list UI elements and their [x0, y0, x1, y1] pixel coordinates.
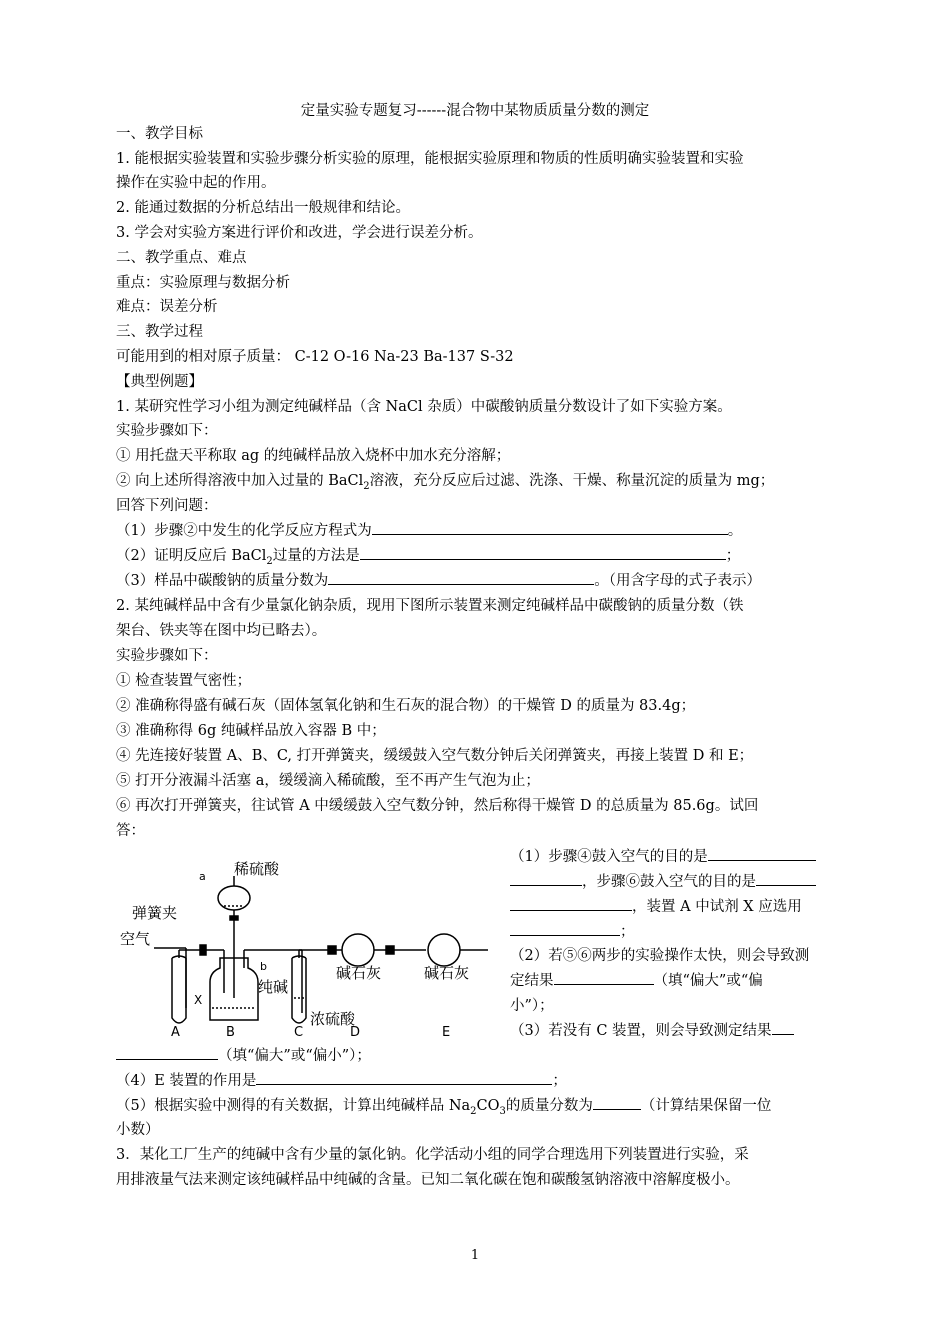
label-soda: 纯碱 — [258, 978, 289, 996]
section-heading: 一、教学目标 — [116, 126, 203, 142]
label-dilute-acid: 稀硫酸 — [234, 860, 280, 878]
q2-step-1: ① 检查装置气密性； — [116, 673, 252, 689]
q1-step-2: ② 向上述所得溶液中加入过量的 BaCl$_2$溶液，充分反应后过滤、洗涤、干燥、称量沉淀的质量为 mg； — [116, 473, 775, 492]
label-D: D — [350, 1025, 361, 1038]
q2-sub-4: （4）E 装置的作用是 ； — [116, 1070, 840, 1092]
answer-blank[interactable] — [756, 871, 816, 886]
section-heading: 二、教学重点、难点 — [116, 250, 247, 266]
question-2a: 2. 某纯碱样品中含有少量氯化钠杂质，现用下图所示装置来测定纯碱样品中碳酸钠的质量分数（铁 — [116, 598, 744, 614]
q2-sub-1d: ； — [510, 921, 840, 943]
question-3a: 3．某化工厂生产的纯碱中含有少量的氯化钠。化学活动小组的同学合理选用下列装置进行实验，采 — [116, 1147, 749, 1163]
q2-sub-5a: （5）根据实验中测得的有关数据，计算出纯碱样品 $Na_2CO_3$的质量分数为 （计算结果保留一位 — [116, 1095, 840, 1123]
q2-sub-1b: ，步骤⑥鼓入空气的目的是 — [510, 871, 840, 893]
question-3b: 用排液量气法来测定该纯碱样品中纯碱的含量。已知二氧化碳在饱和碳酸氢钠溶液中溶解度极小。 — [116, 1172, 740, 1188]
q1-sub-2: （2）证明反应后 BaCl$_2$过量的方法是 ； — [116, 545, 840, 573]
label-clip: 弹簧夹 — [132, 904, 178, 922]
goal-1a: 1. 能根据实验装置和实验步骤分析实验的原理，能根据实验原理和物质的性质明确实验装置和实验 — [116, 151, 744, 167]
q2-step-6a: ⑥ 再次打开弹簧夹，往试管 A 中缓缓鼓入空气数分钟，然后称得干燥管 D 的总质量为 85.6g。试回 — [116, 798, 759, 814]
label-soda-lime-e: 碱石灰 — [424, 964, 470, 982]
answer-blank[interactable] — [256, 1070, 552, 1085]
q2-sub-1c: ，装置 A 中试剂 X 应选用 — [510, 896, 840, 918]
goal-3: 3. 学会对实验方案进行评价和改进，学会进行误差分析。 — [116, 225, 483, 241]
answer-blank[interactable] — [554, 970, 654, 985]
q2-sub-3b: （填“偏大”或“偏小”）； — [116, 1045, 840, 1067]
q2-sub-1a: （1）步骤④鼓入空气的目的是 — [510, 846, 840, 868]
q2-sub-2a: （2）若⑤⑥两步的实验操作太快，则会导致测 — [510, 948, 810, 964]
label-b: b — [260, 960, 267, 973]
label-A: A — [171, 1025, 180, 1038]
q1-sub-3: （3）样品中碳酸钠的质量分数为 。（用含字母的式子表示） — [116, 570, 840, 592]
q1-sub-1: （1）步骤②中发生的化学反应方程式为 。 — [116, 520, 840, 542]
label-a: a — [199, 870, 206, 883]
steps-label: 实验步骤如下： — [116, 648, 218, 664]
doc-title: 定量实验专题复习------混合物中某物质质量分数的测定 — [300, 103, 650, 119]
q2-sub-2b: 定结果 （填“偏大”或“偏 — [510, 970, 840, 992]
goal-1b: 操作在实验中起的作用。 — [116, 175, 276, 191]
q1-step-1: ① 用托盘天平称取 ag 的纯碱样品放入烧杯中加水充分溶解； — [116, 448, 511, 464]
label-soda-lime-d: 碱石灰 — [336, 964, 382, 982]
atomic-mass-line: 可能用到的相对原子质量： C-12 O-16 Na-23 Ba-137 S-32 — [116, 349, 514, 365]
page-number: 1 — [470, 1248, 480, 1263]
q2-step-5: ⑤ 打开分液漏斗活塞 a，缓缓滴入稀硫酸，至不再产生气泡为止； — [116, 773, 540, 789]
q2-step-6b: 答： — [116, 823, 145, 839]
q2-sub-2c: 小”）； — [510, 998, 554, 1014]
question-1: 1. 某研究性学习小组为测定纯碱样品（含 NaCl 杂质）中碳酸钠质量分数设计了如下实验方案。 — [116, 399, 732, 415]
answer-blank[interactable] — [510, 896, 632, 911]
answer-blank[interactable] — [510, 871, 582, 886]
answer-blank[interactable] — [510, 921, 620, 936]
label-B: B — [226, 1025, 235, 1038]
question-2b: 架台、铁夹等在图中均已略去）。 — [116, 623, 327, 639]
q2-step-2: ② 准确称得盛有碱石灰（固体氢氧化钠和生石灰的混合物）的干燥管 D 的质量为 83.4g； — [116, 698, 696, 714]
q2-step-4: ④ 先连接好装置 A、B、C, 打开弹簧夹，缓缓鼓入空气数分钟后关闭弹簧夹，再接上装置 D 和 E； — [116, 748, 754, 764]
goal-2: 2. 能通过数据的分析总结出一般规律和结论。 — [116, 200, 410, 216]
label-air: 空气 — [120, 930, 151, 948]
label-C: C — [294, 1025, 304, 1038]
difficult-point: 难点：误差分析 — [116, 299, 218, 315]
answer-blank[interactable] — [708, 846, 816, 861]
examples-heading: 【典型例题】 — [116, 374, 203, 390]
q2-sub-5b: 小数） — [116, 1122, 160, 1138]
answer-blank[interactable] — [772, 1020, 794, 1035]
section-heading: 三、教学过程 — [116, 324, 203, 340]
answer-blank[interactable] — [593, 1095, 641, 1110]
label-E: E — [442, 1025, 451, 1038]
apparatus-diagram — [116, 858, 506, 1038]
answer-blank[interactable] — [372, 520, 728, 535]
answer-blank[interactable] — [328, 570, 594, 585]
steps-label: 实验步骤如下： — [116, 423, 218, 439]
label-conc-acid: 浓硫酸 — [310, 1010, 356, 1028]
q2-sub-3: （3）若没有 C 装置，则会导致测定结果 — [510, 1020, 840, 1042]
q2-step-3: ③ 准确称得 6g 纯碱样品放入容器 B 中； — [116, 723, 386, 739]
answer-blank[interactable] — [116, 1045, 218, 1060]
answer-blank[interactable] — [360, 545, 726, 560]
label-x: X — [194, 993, 203, 1007]
key-point: 重点：实验原理与数据分析 — [116, 275, 290, 291]
answer-label: 回答下列问题： — [116, 498, 218, 514]
